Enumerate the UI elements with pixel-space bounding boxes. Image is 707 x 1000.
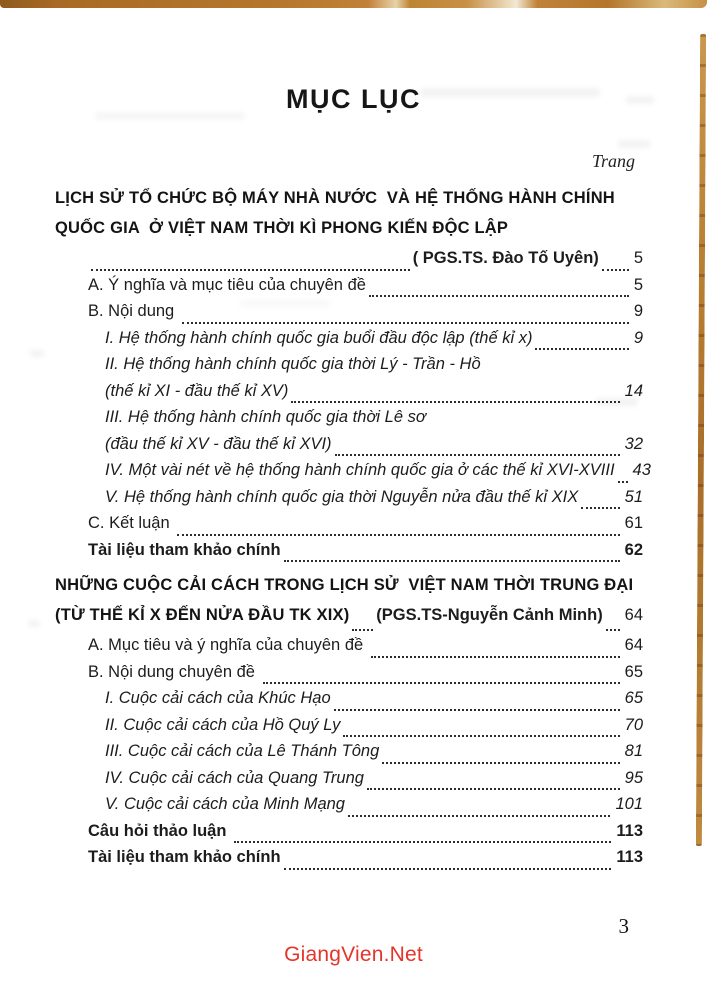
watermark-giangvien: GiangVien.Net bbox=[284, 943, 423, 966]
toc-section-heading: LỊCH SỬ TỔ CHỨC BỘ MÁY NHÀ NƯỚC VÀ HỆ THỐNG HÀNH CHÍNH bbox=[55, 189, 615, 207]
toc-entry-label: II. Cuộc cải cách của Hồ Quý Ly bbox=[105, 715, 341, 734]
toc-entry-label: A. Mục tiêu và ý nghĩa của chuyên đề bbox=[88, 636, 368, 654]
toc-page-number: 9 bbox=[633, 302, 643, 320]
toc-section-heading: QUỐC GIA Ở VIỆT NAM THỜI KÌ PHONG KIẾN ĐỘC LẬP bbox=[55, 219, 509, 237]
toc-entry-label: (đầu thế kỉ XV - đầu thế kỉ XVI) bbox=[105, 434, 332, 453]
toc-row bbox=[55, 408, 643, 435]
toc-page-number: 32 bbox=[624, 434, 643, 453]
toc-leader-dots bbox=[367, 788, 620, 790]
toc-entry-label: Câu hỏi thảo luận bbox=[88, 821, 231, 840]
toc-entry-label: IV. Cuộc cải cách của Quang Trung bbox=[105, 768, 364, 787]
toc-leader-dots bbox=[352, 629, 373, 631]
toc-row bbox=[55, 382, 643, 409]
toc-row bbox=[55, 795, 643, 822]
toc-entry-label: Tài liệu tham khảo chính bbox=[88, 540, 281, 559]
toc-row bbox=[55, 606, 643, 636]
toc-entry-label: III. Hệ thống hành chính quốc gia thời Lê sơ bbox=[105, 408, 426, 426]
toc-leader-dots bbox=[535, 348, 628, 350]
toc-page-number: 62 bbox=[624, 540, 643, 559]
book-right-edge bbox=[696, 34, 706, 846]
toc-row bbox=[55, 488, 643, 515]
toc-page-number: 65 bbox=[624, 662, 643, 681]
toc-leader-dots bbox=[602, 269, 629, 271]
toc-section-heading: NHỮNG CUỘC CẢI CÁCH TRONG LỊCH SỬ VIỆT NAM THỜI TRUNG ĐẠI bbox=[55, 576, 634, 594]
page-title: MỤC LỤC bbox=[286, 84, 421, 114]
toc-leader-dots bbox=[618, 481, 628, 483]
toc-page-number: 64 bbox=[624, 606, 643, 624]
toc-row bbox=[55, 329, 643, 356]
toc-leader-dots bbox=[369, 295, 629, 297]
toc-page-number: 9 bbox=[633, 328, 643, 347]
toc-leader-dots bbox=[291, 401, 619, 403]
toc-row bbox=[55, 742, 643, 769]
toc-entry-label: V. Hệ thống hành chính quốc gia thời Nguyễn nửa đầu thế kỉ XIX bbox=[105, 487, 579, 506]
toc-page-number: 64 bbox=[624, 636, 643, 654]
toc-page-number: 113 bbox=[616, 821, 643, 840]
toc-entry-label: V. Cuộc cải cách của Minh Mạng bbox=[105, 795, 345, 813]
toc-entry-label: Tài liệu tham khảo chính bbox=[88, 848, 281, 866]
toc-row bbox=[55, 636, 643, 663]
toc-leader-dots bbox=[284, 560, 620, 562]
toc-leader-dots bbox=[343, 735, 619, 737]
toc-row bbox=[55, 219, 643, 249]
toc-entry-label: C. Kết luận bbox=[88, 514, 175, 532]
toc-leader-dots bbox=[371, 656, 620, 658]
toc-entry-label: A. Ý nghĩa và mục tiêu của chuyên đề bbox=[88, 275, 366, 294]
toc-page-number: 51 bbox=[624, 487, 643, 506]
bleed-through-artifact bbox=[30, 350, 44, 357]
bleed-through-artifact bbox=[28, 620, 40, 627]
toc-page-number: 81 bbox=[624, 742, 643, 760]
toc-page-number: 101 bbox=[615, 795, 643, 813]
toc-row bbox=[55, 355, 643, 382]
page-number: 3 bbox=[618, 914, 629, 938]
table-of-contents bbox=[55, 189, 651, 875]
toc-page-number: 14 bbox=[624, 381, 643, 400]
toc-row bbox=[55, 435, 643, 462]
toc-entry-label: II. Hệ thống hành chính quốc gia thời Lý - Trần - Hồ bbox=[105, 355, 481, 373]
toc-leader-dots bbox=[335, 454, 620, 456]
toc-leader-dots bbox=[182, 322, 629, 324]
toc-entry-label: (thế kỉ XI - đầu thế kỉ XV) bbox=[105, 381, 289, 400]
toc-row bbox=[55, 541, 643, 568]
toc-row bbox=[55, 461, 651, 488]
toc-leader-dots bbox=[91, 269, 410, 271]
toc-page-number: 65 bbox=[624, 689, 643, 707]
toc-row bbox=[55, 514, 643, 541]
toc-entry-label: B. Nội dung chuyên đề bbox=[88, 662, 260, 681]
toc-entry-label: III. Cuộc cải cách của Lê Thánh Tông bbox=[105, 742, 380, 760]
toc-page-number: 5 bbox=[633, 249, 643, 267]
toc-row bbox=[55, 716, 643, 743]
toc-leader-dots bbox=[234, 841, 611, 843]
toc-row bbox=[55, 663, 643, 690]
toc-row bbox=[55, 822, 643, 849]
toc-page-number: 70 bbox=[624, 715, 643, 734]
toc-section-heading: (TỪ THẾ KỈ X ĐẾN NỬA ĐẦU TK XIX) bbox=[55, 606, 350, 624]
toc-page-number: 61 bbox=[624, 514, 643, 532]
toc-row bbox=[55, 848, 643, 875]
bleed-through-artifact bbox=[618, 140, 650, 148]
toc-leader-dots bbox=[284, 868, 612, 870]
toc-leader-dots bbox=[348, 815, 610, 817]
toc-leader-dots bbox=[606, 629, 620, 631]
toc-leader-dots bbox=[263, 682, 620, 684]
toc-page-number: 43 bbox=[632, 461, 651, 479]
toc-leader-dots bbox=[177, 534, 619, 536]
toc-row bbox=[55, 189, 643, 219]
toc-page-number: 113 bbox=[616, 848, 643, 866]
toc-page-number: 95 bbox=[624, 768, 643, 787]
page-column-header: Trang bbox=[591, 151, 635, 171]
toc-leader-dots bbox=[581, 507, 619, 509]
toc-row bbox=[55, 276, 643, 303]
toc-entry-label: IV. Một vài nét về hệ thống hành chính quốc gia ở các thế kỉ XVI-XVIII bbox=[105, 461, 615, 479]
toc-row bbox=[55, 769, 643, 796]
toc-row bbox=[55, 576, 643, 606]
toc-leader-dots bbox=[334, 709, 620, 711]
book-top-edge bbox=[0, 0, 707, 8]
toc-author-name: (PGS.TS-Nguyễn Cảnh Minh) bbox=[376, 606, 603, 624]
toc-entry-label: I. Cuộc cải cách của Khúc Hạo bbox=[105, 689, 331, 707]
toc-row bbox=[55, 689, 643, 716]
toc-entry-label: B. Nội dung bbox=[88, 302, 179, 320]
toc-row bbox=[55, 302, 643, 329]
toc-entry-label: I. Hệ thống hành chính quốc gia buổi đầu độc lập (thế kỉ x) bbox=[105, 328, 533, 347]
toc-page-number: 5 bbox=[633, 275, 643, 294]
toc-leader-dots bbox=[382, 762, 619, 764]
toc-row bbox=[55, 249, 643, 276]
toc-author-name: ( PGS.TS. Đào Tố Uyên) bbox=[412, 249, 599, 267]
